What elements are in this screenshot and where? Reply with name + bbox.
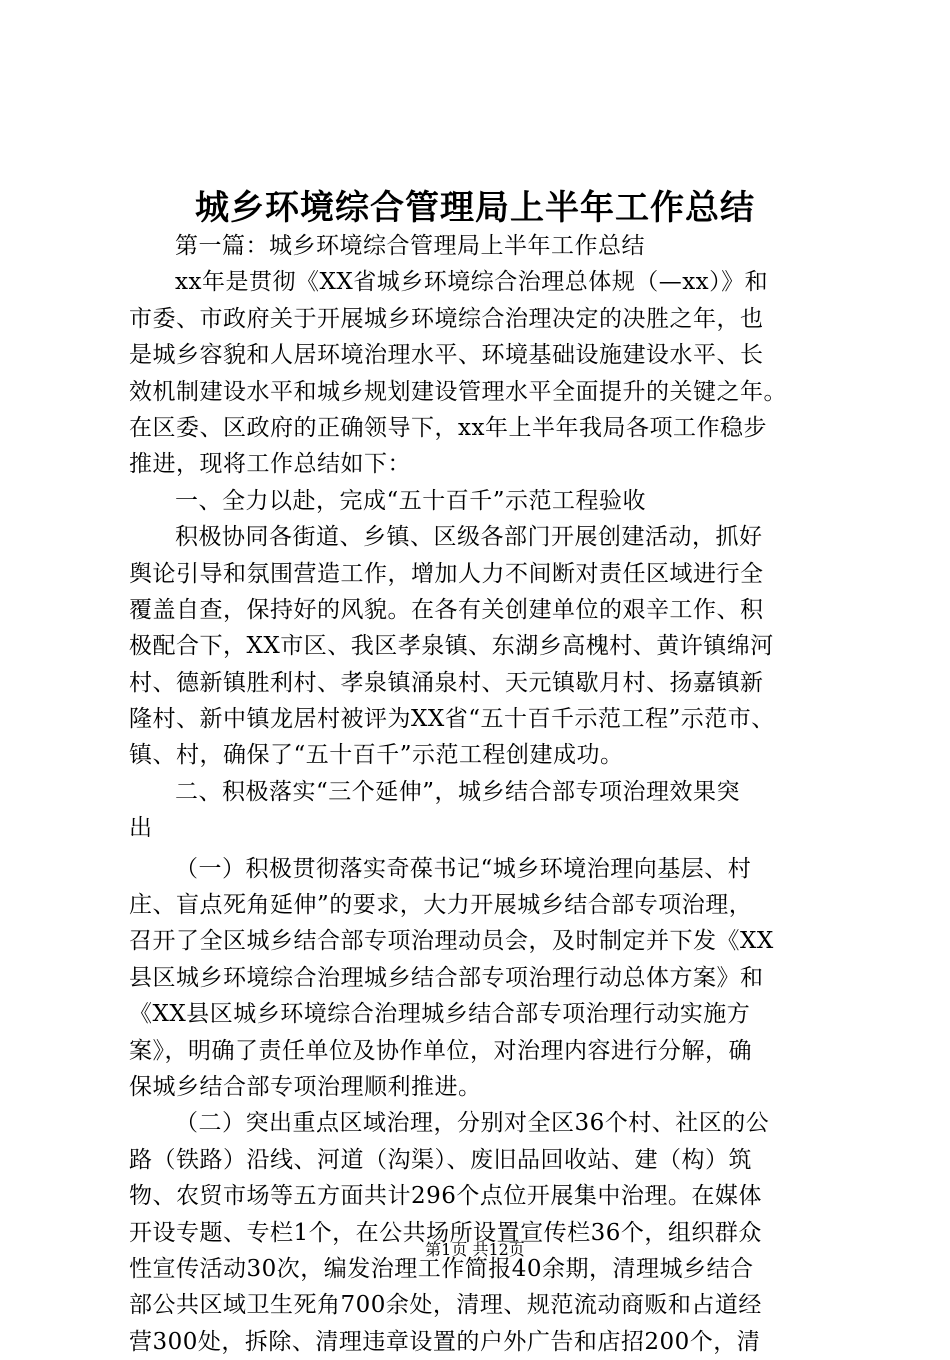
paragraph-line: 部公共区域卫生死角700余处，清理、规范流动商贩和占道经 [129,1292,762,1319]
paragraph-line: 覆盖自查，保持好的风貌。在各有关创建单位的艰辛工作、积 [129,596,764,623]
paragraph-line: 在区委、区政府的正确领导下，xx年上半年我局各项工作稳步 [129,414,767,441]
paragraph-line: 县区城乡环境综合治理城乡结合部专项治理行动总体方案》和 [129,964,764,991]
paragraph-line: 开设专题、专栏1个，在公共场所设置宣传栏36个，组织群众 [129,1219,762,1246]
paragraph-line: 极配合下，XX市区、我区孝泉镇、东湖乡高槐村、黄许镇绵河 [129,633,774,660]
paragraph-line: 路（铁路）沿线、河道（沟渠）、废旧品回收站、建（构）筑 [129,1146,752,1173]
section-heading: 出 [129,815,153,842]
paragraph-line: （二）突出重点区域治理，分别对全区36个村、社区的公 [175,1110,770,1137]
paragraph-line: 村、德新镇胜利村、孝泉镇涌泉村、天元镇歇月村、扬嘉镇新 [129,669,764,696]
paragraph-line: 庄、盲点死角延伸”的要求，大力开展城乡结合部专项治理， [129,892,753,919]
section-heading: 第一篇：城乡环境综合管理局上半年工作总结 [175,233,645,259]
paragraph-line: 推进，现将工作总结如下： [129,451,411,478]
paragraph-line: 案》，明确了责任单位及协作单位，对治理内容进行分解，确 [129,1037,752,1064]
paragraph-line: 召开了全区城乡结合部专项治理动员会，及时制定并下发《XX [129,928,774,955]
section-heading: 二、积极落实“三个延伸”，城乡结合部专项治理效果突 [175,778,741,805]
paragraph-line: 积极协同各街道、乡镇、区级各部门开展创建活动，抓好 [175,524,763,551]
paragraph-line: xx年是贯彻《XX省城乡环境综合治理总体规（—xx）》和 [175,269,769,296]
paragraph-line: 物、农贸市场等五方面共计296个点位开展集中治理。在媒体 [129,1183,762,1210]
page-number-footer: 第1页 共12页 [425,1240,525,1259]
section-heading: 一、全力以赴，完成“五十百千”示范工程验收 [175,487,647,514]
document-body [129,228,834,1360]
paragraph-line: 性宣传活动30次，编发治理工作简报40余期，清理城乡结合 [129,1255,754,1282]
paragraph-line: 隆村、新中镇龙居村被评为XX省“五十百千示范工程”示范市、 [129,706,775,733]
document-title: 城乡环境综合管理局上半年工作总结 [195,188,755,228]
paragraph-line: 市委、市政府关于开展城乡环境综合治理决定的决胜之年，也 [129,305,764,332]
paragraph-line: 是城乡容貌和人居环境治理水平、环境基础设施建设水平、长 [129,342,764,369]
paragraph-line: 效机制建设水平和城乡规划建设管理水平全面提升的关键之年。 [129,378,787,405]
paragraph-line: 保城乡结合部专项治理顺利推进。 [129,1073,482,1100]
paragraph-line: 舆论引导和氛围营造工作，增加人力不间断对责任区域进行全 [129,560,764,587]
paragraph-line: 营300处，拆除、清理违章设置的户外广告和店招200个，清 [129,1328,761,1355]
paragraph-line: 镇、村，确保了“五十百千”示范工程创建成功。 [129,742,624,769]
paragraph-line: 《XX县区城乡环境综合治理城乡结合部专项治理行动实施方 [129,1001,751,1028]
paragraph-line: （一）积极贯彻落实奇葆书记“城乡环境治理向基层、村 [175,855,752,882]
